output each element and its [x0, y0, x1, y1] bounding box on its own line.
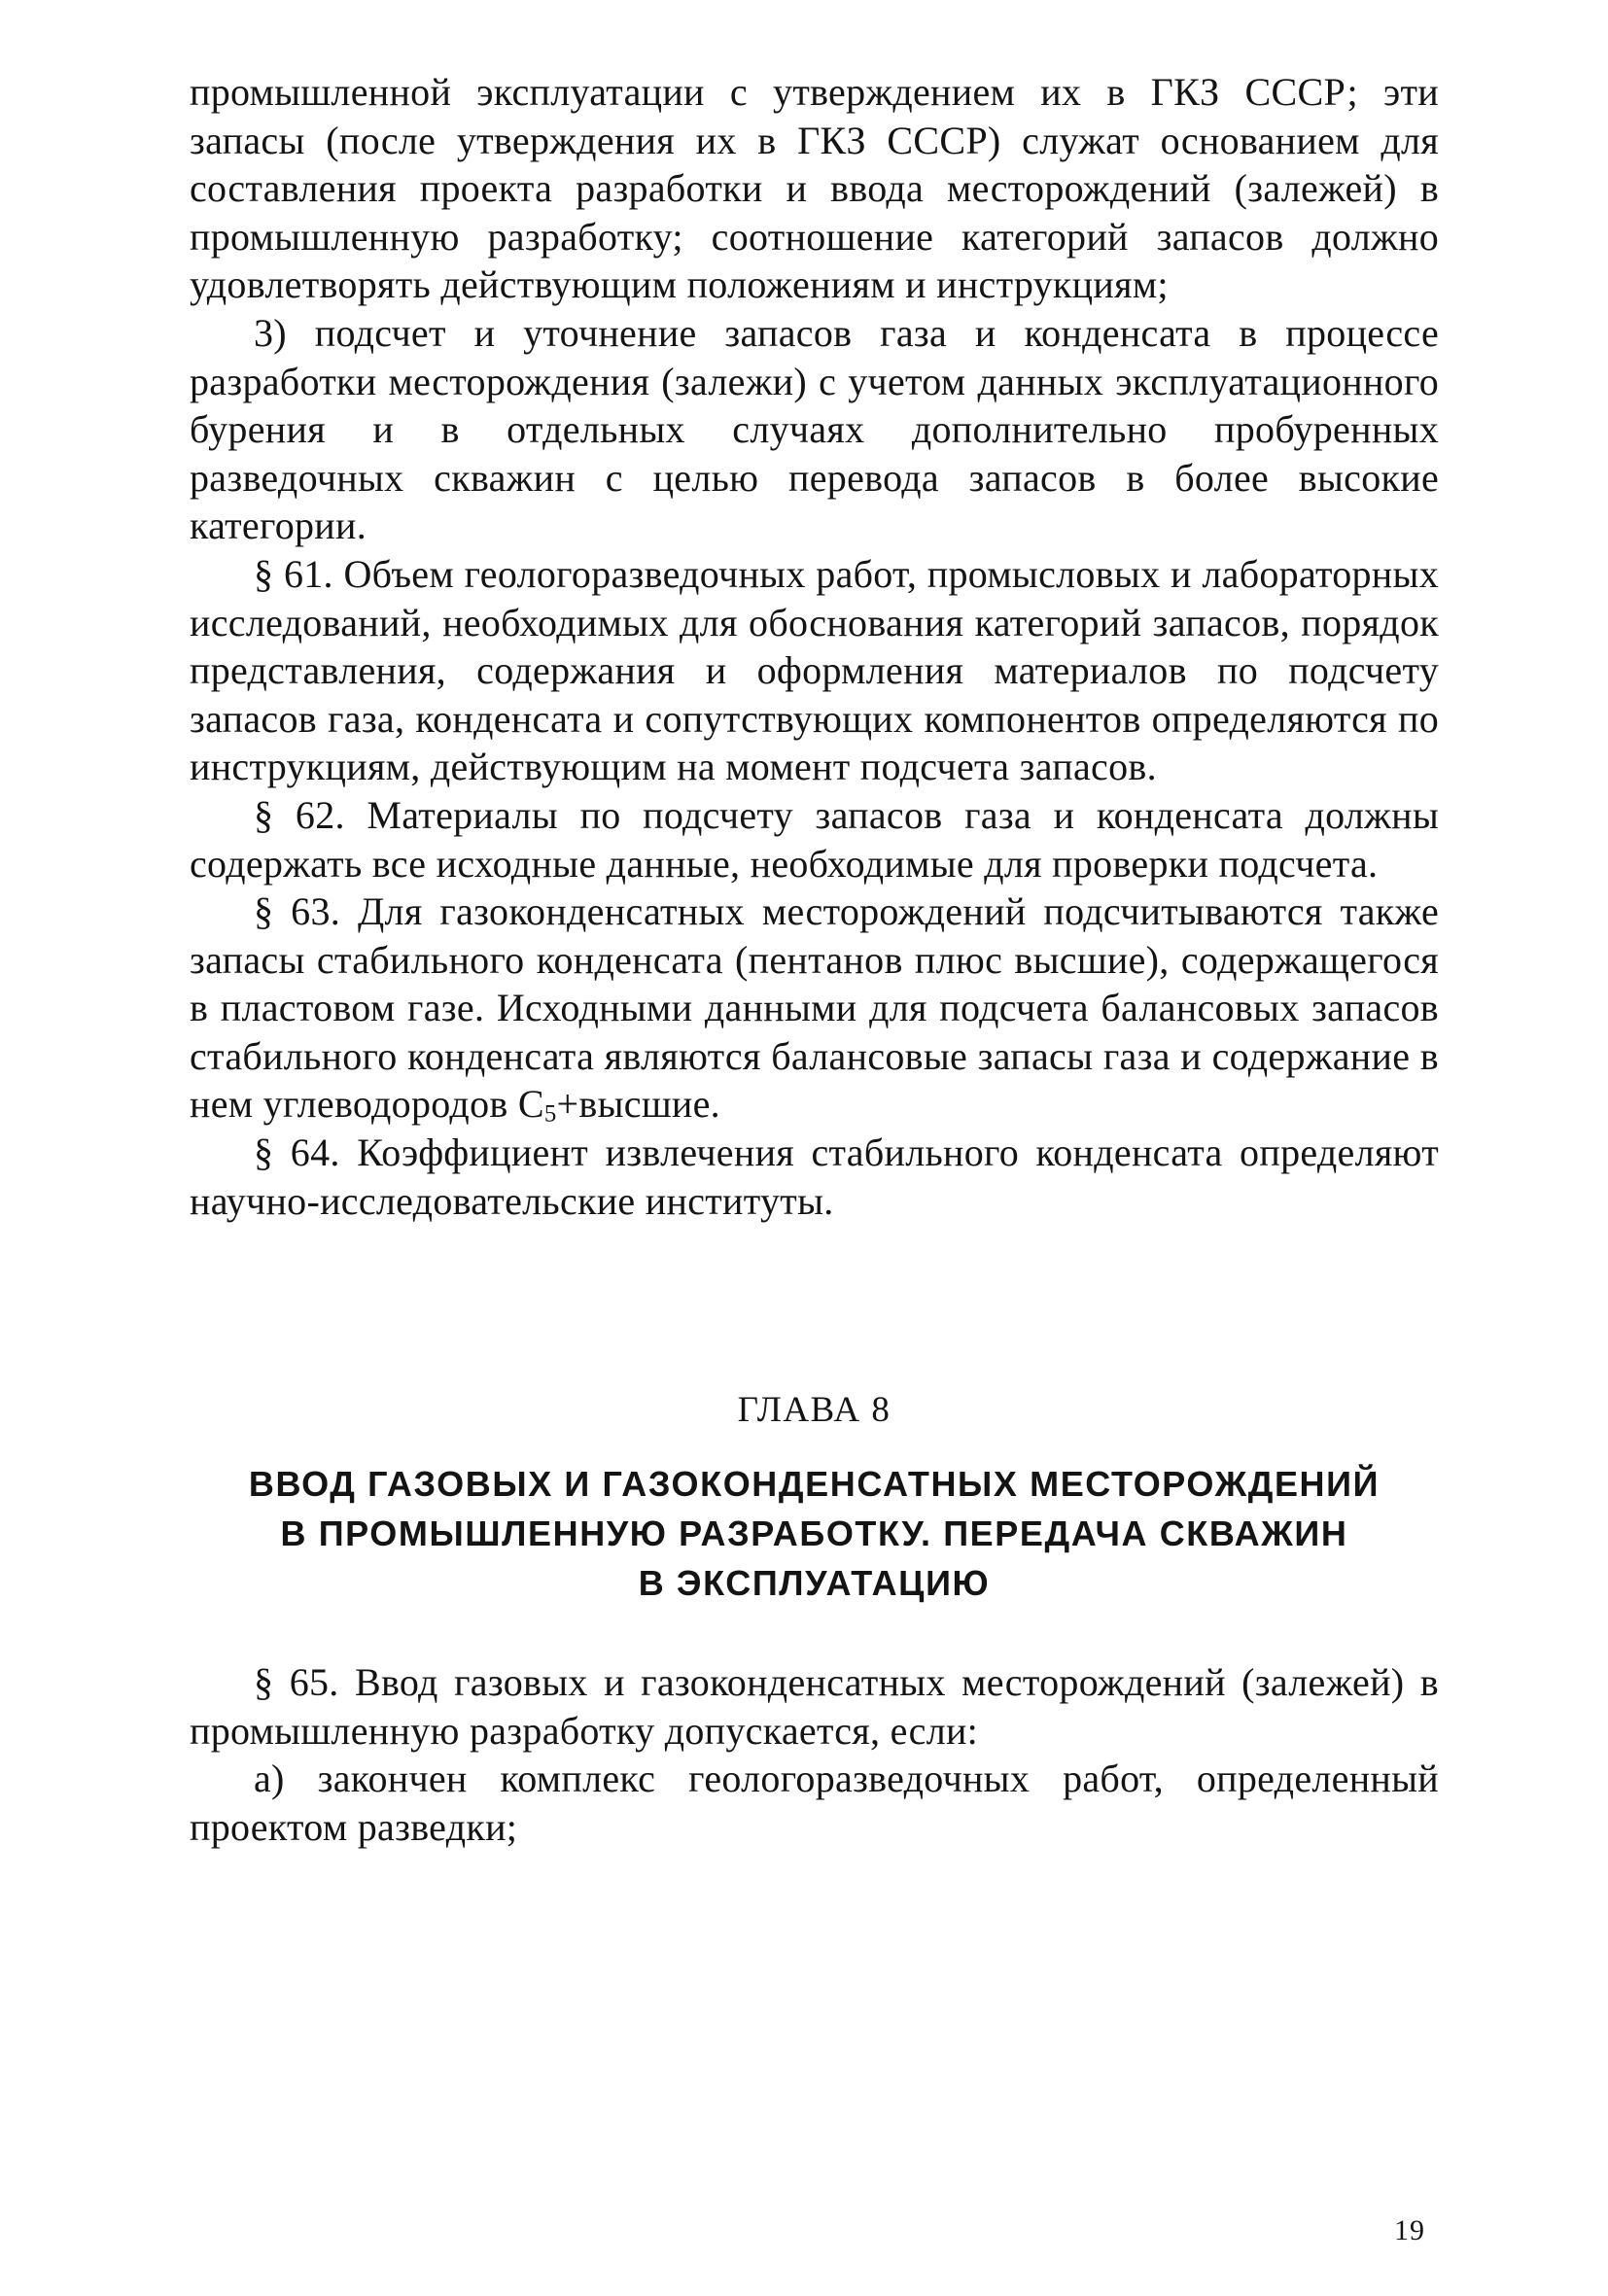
chapter-label: ГЛАВА 8 — [737, 1390, 891, 1431]
paragraph-section-63-text: § 63. Для газоконденсатных месторождений подсчитываются также запасы стабильного конденсата (пентанов плюс высшие), содержащегося в пластовом газе. Исходными данными для подсчета балансовых запасов стабильного конденсата являются балансовые запасы газа и содержание в нем углеводородов C — [190, 889, 1439, 1127]
page-number: 19 — [1394, 2214, 1425, 2246]
chapter-title-line-2: В ПРОМЫШЛЕННУЮ РАЗРАБОТКУ. ПЕРЕДАЧА СКВАЖИН — [280, 1513, 1348, 1554]
document-page — [190, 68, 1439, 1852]
paragraph-item-a: а) закончен комплекс геологоразведочных работ, определенный проектом разведки; — [190, 1757, 1439, 1850]
chapter-title-line-3: В ЭКСПЛУАТАЦИЮ — [638, 1563, 991, 1604]
paragraph-section-64: § 64. Коэффициент извлечения стабильного конденсата определяют научно-исследовательские институты. — [190, 1131, 1439, 1223]
paragraph-section-63 — [190, 887, 1439, 1129]
paragraph-section-61: § 61. Объем геологоразведочных работ, промысловых и лабораторных исследований, необходимых для обоснования категорий запасов, порядок представления, содержания и оформления материалов по подсчету запасов газа, конденсата и сопутствующих компонентов определяются по инструкциям, действующим на момент подсчета запасов. — [190, 551, 1439, 789]
paragraph-item-3: 3) подсчет и уточнение запасов газа и конденсата в процессе разработки месторождения (залежи) с учетом данных эксплуатационного бурения и в отдельных случаях дополнительно пробуренных разведочных скважин с целью перевода запасов в более высокие категории. — [190, 310, 1439, 548]
subscript-five: 5 — [543, 1100, 557, 1128]
paragraph-section-63-tail: +высшие. — [556, 1082, 720, 1127]
paragraph-continuation: промышленной эксплуатации с утверждением их в ГКЗ СССР; эти запасы (после утверждения их в ГКЗ СССР) служат основанием для составления проекта разработки и ввода месторождений (залежей) в промышленную разработку; соотношение категорий запасов должно удовлетворять действующим положениям и инструкциям; — [190, 70, 1439, 307]
paragraph-section-62: § 62. Материалы по подсчету запасов газа и конденсата должны содержать все исходные данные, необходимые для проверки подсчета. — [190, 792, 1439, 886]
chapter-title-line-1: ВВОД ГАЗОВЫХ И ГАЗОКОНДЕНСАТНЫХ МЕСТОРОЖДЕНИЙ — [248, 1464, 1381, 1505]
chapter-title — [190, 1459, 1439, 1608]
paragraph-section-65: § 65. Ввод газовых и газоконденсатных месторождений (залежей) в промышленную разработку допускается, если: — [190, 1660, 1439, 1753]
